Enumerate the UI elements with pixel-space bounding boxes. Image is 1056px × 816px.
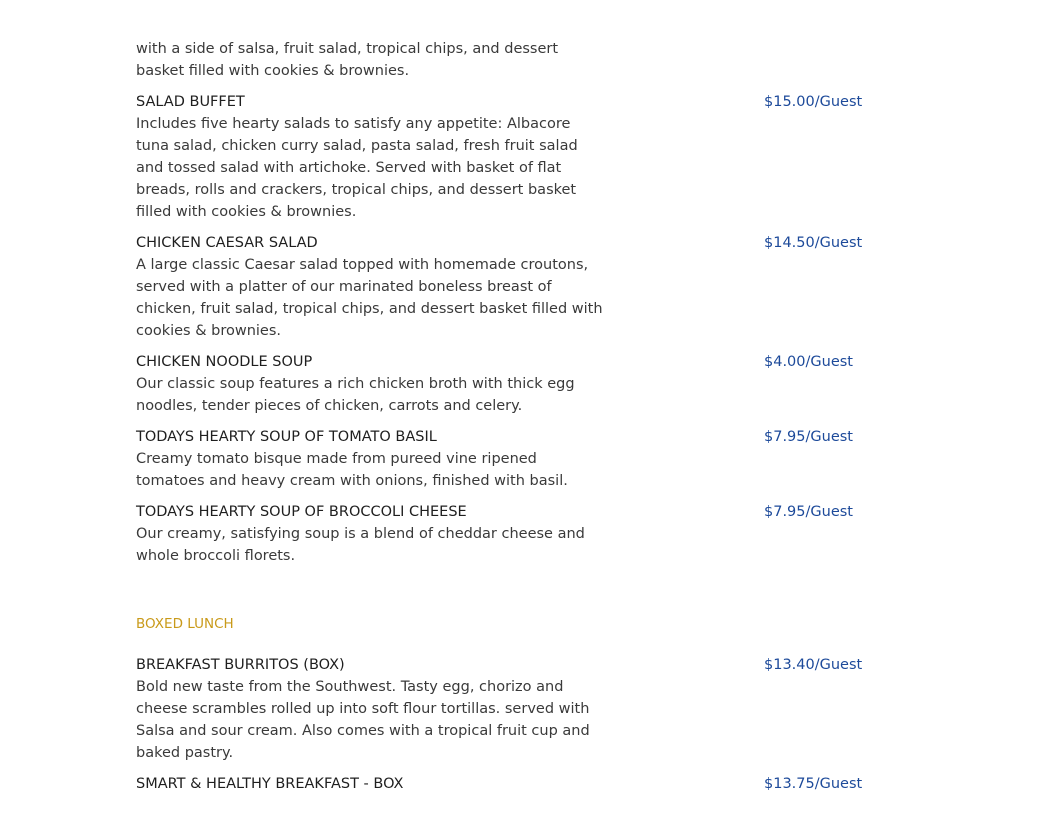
menu-item-broccoli-cheese-soup <box>136 501 896 567</box>
item-name: CHICKEN NOODLE SOUP <box>136 354 313 370</box>
item-name: TODAYS HEARTY SOUP OF BROCCOLI CHEESE <box>136 504 467 520</box>
item-description: Our creamy, satisfying soup is a blend of cheddar cheese and whole broccoli florets. <box>136 526 585 564</box>
item-name: CHICKEN CAESAR SALAD <box>136 235 318 251</box>
section-heading-boxed-lunch: BOXED LUNCH <box>136 616 234 632</box>
item-description: Bold new taste from the Southwest. Tasty egg, chorizo and cheese scrambles rolled up into soft flour tortillas. served with Salsa and sour cream. Also comes with a tropical fruit cup and baked pastry. <box>136 679 590 761</box>
item-description: Creamy tomato bisque made from pureed vine ripened tomatoes and heavy cream with onions, finished with basil. <box>136 451 568 489</box>
menu-item-smart-healthy-breakfast-box <box>136 773 896 795</box>
menu-page <box>136 38 896 804</box>
item-price: $14.50/Guest <box>764 235 863 251</box>
item-name: SALAD BUFFET <box>136 94 245 110</box>
item-price: $4.00/Guest <box>764 354 853 370</box>
intro-text: with a side of salsa, fruit salad, tropical chips, and dessert basket filled with cookies & brownies. <box>136 41 559 79</box>
menu-item-salad-buffet <box>136 91 896 223</box>
item-description: A large classic Caesar salad topped with homemade croutons, served with a platter of our marinated boneless breast of chicken, fruit salad, tropical chips, and dessert basket filled with cookies & brownies. <box>136 257 603 339</box>
item-price: $13.40/Guest <box>764 657 863 673</box>
menu-item-chicken-noodle-soup <box>136 351 896 417</box>
item-price: $7.95/Guest <box>764 429 853 445</box>
item-price: $13.75/Guest <box>764 776 863 792</box>
item-description: Our classic soup features a rich chicken broth with thick egg noodles, tender pieces of chicken, carrots and celery. <box>136 376 575 414</box>
item-price: $7.95/Guest <box>764 504 853 520</box>
menu-item-breakfast-burritos-box <box>136 654 896 764</box>
menu-item-chicken-caesar-salad <box>136 232 896 342</box>
item-price: $15.00/Guest <box>764 94 863 110</box>
item-name: BREAKFAST BURRITOS (BOX) <box>136 657 345 673</box>
menu-item-tomato-basil-soup <box>136 426 896 492</box>
item-name: TODAYS HEARTY SOUP OF TOMATO BASIL <box>136 429 437 445</box>
item-name: SMART & HEALTHY BREAKFAST - BOX <box>136 776 404 792</box>
item-description: Includes five hearty salads to satisfy any appetite: Albacore tuna salad, chicken curry salad, pasta salad, fresh fruit salad and tossed salad with artichoke. Served with basket of flat breads, rolls and crackers, tropical chips, and dessert basket filled with cookies & brownies. <box>136 116 578 220</box>
